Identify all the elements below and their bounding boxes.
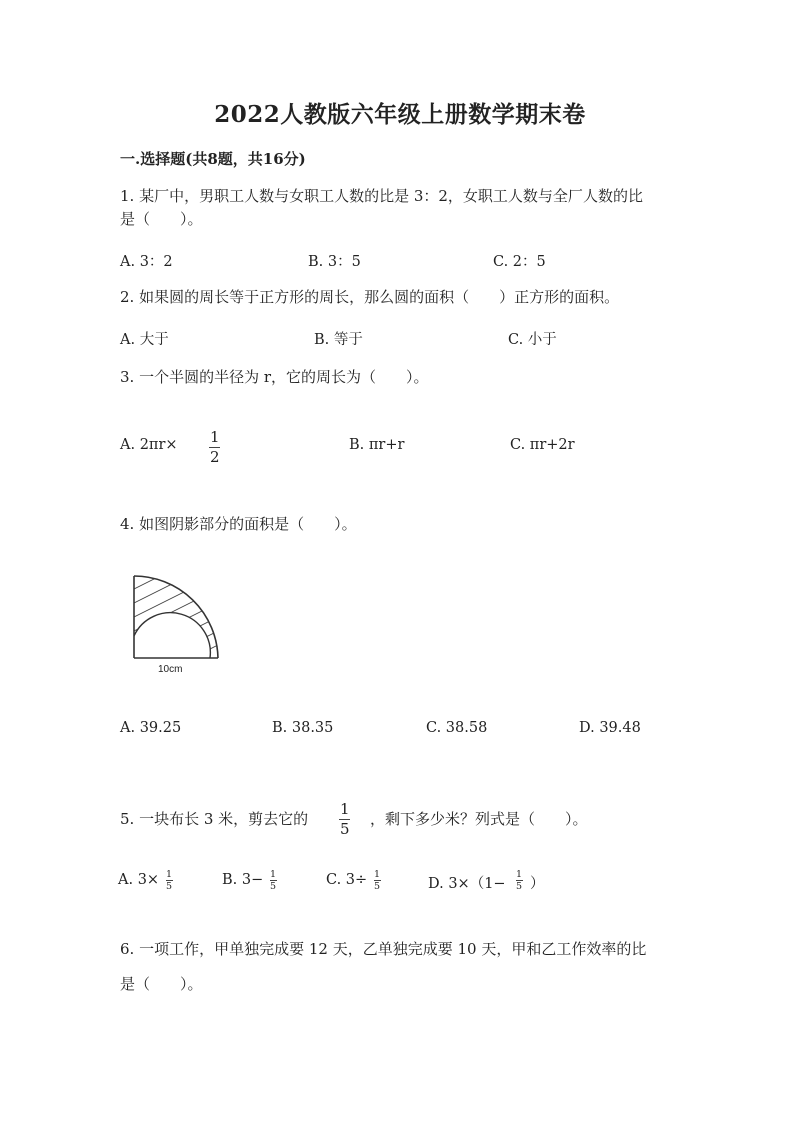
question-3-option-a: A. 2πr× — [120, 437, 178, 453]
question-5-option-d-close: ） — [530, 876, 545, 892]
question-4-option-b: B. 38.35 — [272, 720, 334, 736]
question-5-option-d: D. 3×（1− — [428, 876, 506, 892]
question-5-fraction — [338, 802, 352, 837]
question-5-option-a: A. 3× — [118, 872, 160, 888]
question-5-text-b: ，剩下多少米？列式是（ ）。 — [370, 810, 588, 828]
option-a-fraction — [164, 870, 174, 891]
fraction-numerator: 1 — [210, 428, 220, 446]
option-c-fraction — [372, 870, 382, 891]
figure-dimension-label: 10cm — [158, 664, 183, 675]
question-3-option-b: B. πr+r — [349, 437, 405, 453]
fraction-numerator: 1 — [516, 869, 523, 880]
fraction-denominator: 5 — [374, 881, 381, 892]
fraction-denominator: 5 — [516, 881, 523, 892]
question-1-option-c: C. 2：5 — [493, 254, 546, 270]
question-5-option-c: C. 3÷ — [326, 872, 368, 888]
question-1-option-b: B. 3：5 — [308, 254, 361, 270]
question-4-text: 4. 如图阴影部分的面积是（ ）。 — [120, 515, 357, 533]
question-5-text-a: 5. 一块布长 3 米，剪去它的 — [120, 810, 309, 828]
question-2-option-b: B. 等于 — [314, 332, 363, 348]
question-2-text: 2. 如果圆的周长等于正方形的周长，那么圆的面积（ ）正方形的面积。 — [120, 288, 620, 306]
fraction-numerator: 1 — [270, 869, 277, 880]
question-4-option-d: D. 39.48 — [579, 720, 641, 736]
shaded-quarter-circle-figure — [128, 568, 228, 682]
question-3-text: 3. 一个半圆的半径为 r，它的周长为（ ）。 — [120, 368, 429, 386]
fraction-numerator: 1 — [374, 869, 381, 880]
question-2-option-c: C. 小于 — [508, 332, 557, 348]
fraction-numerator: 1 — [166, 869, 173, 880]
fraction-denominator: 5 — [340, 820, 350, 838]
question-4-option-a: A. 39.25 — [120, 720, 182, 736]
question-6-line-2: 是（ ）。 — [120, 975, 203, 993]
option-b-fraction — [268, 870, 278, 891]
section-heading: 一.选择题(共8题，共16分) — [120, 150, 306, 168]
question-2-option-a: A. 大于 — [120, 332, 169, 348]
question-1-line-2: 是（ ）。 — [120, 210, 203, 228]
option-d-fraction — [514, 870, 524, 891]
fraction-numerator: 1 — [340, 800, 350, 818]
question-4-option-c: C. 38.58 — [426, 720, 488, 736]
question-1-line-1: 1. 某厂中，男职工人数与女职工人数的比是 3：2，女职工人数与全厂人数的比 — [120, 187, 643, 205]
page-title: 2022人教版六年级上册数学期末卷 — [214, 101, 586, 128]
question-3-option-c: C. πr+2r — [510, 437, 575, 453]
question-6-line-1: 6. 一项工作，甲单独完成要 12 天，乙单独完成要 10 天，甲和乙工作效率的比 — [120, 940, 647, 958]
question-3-fraction — [208, 430, 222, 465]
fraction-denominator: 5 — [270, 881, 277, 892]
fraction-denominator: 5 — [166, 881, 173, 892]
figure-drawing — [128, 568, 228, 678]
question-5-option-b: B. 3− — [222, 872, 264, 888]
fraction-denominator: 2 — [210, 448, 220, 466]
question-1-option-a: A. 3：2 — [120, 254, 173, 270]
